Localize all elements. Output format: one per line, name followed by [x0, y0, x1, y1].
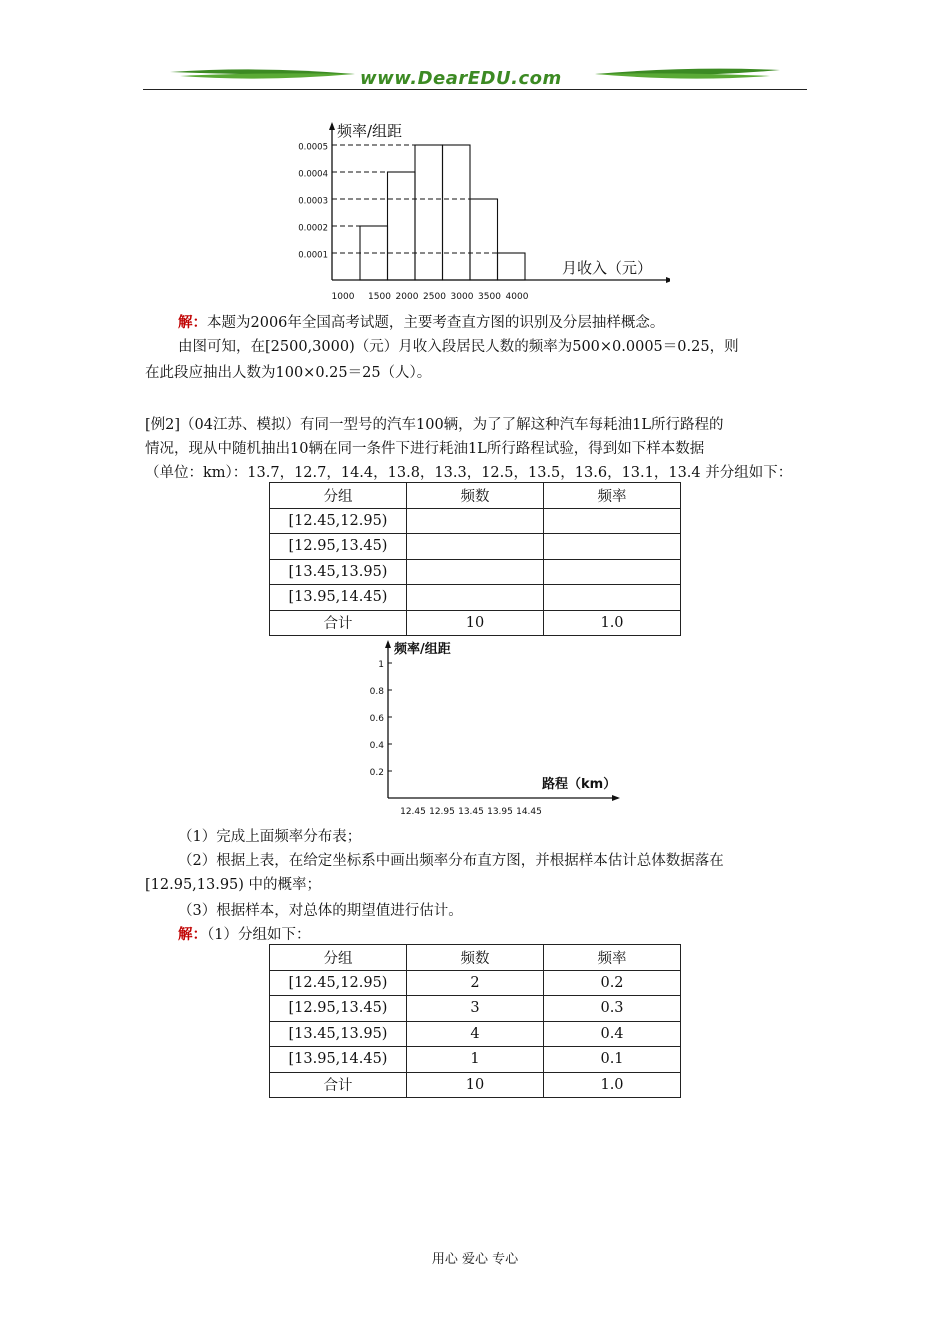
- table-header-row: [270, 483, 681, 509]
- x-tick-label: 4000: [505, 292, 529, 302]
- x-tick-label: 12.45: [400, 807, 426, 817]
- x-tick-label: 13.95: [487, 807, 513, 817]
- table-cell: [13.45,13.95): [270, 559, 407, 585]
- x-tick-label: 1000: [331, 292, 355, 302]
- distance-axes: [360, 636, 630, 820]
- table-row: [270, 508, 681, 534]
- table-cell: 10: [407, 610, 544, 636]
- table-row: [270, 1021, 681, 1047]
- question-2b: [12.95,13.95) 中的概率；: [145, 877, 322, 893]
- site-logo[interactable]: www.DearEDU.com: [360, 68, 562, 89]
- header-rule: [143, 89, 807, 90]
- table-cell: 2: [407, 970, 544, 996]
- solution2-label: 解：: [178, 926, 207, 943]
- table-cell: 1.0: [544, 1072, 681, 1098]
- y-tick-label: 0.0001: [298, 250, 328, 261]
- y-tick-label: 0.4: [369, 741, 384, 751]
- solution1-line2: 由图可知，在[2500,3000)（元）月收入段居民人数的频率为500×0.0005＝0.25，则: [178, 339, 739, 355]
- question-3: （3）根据样本，对总体的期望值进行估计。: [178, 903, 463, 919]
- table-cell: 1: [407, 1047, 544, 1073]
- header-cell: 分组: [270, 945, 407, 971]
- y-tick-label: 0.0005: [298, 142, 328, 153]
- x-tick-label: 12.95: [429, 807, 455, 817]
- example2-line3: （单位：km）：13.7，12.7，14.4，13.8，13.3，12.5，13.5，13.6，13.1，13.4 并分组如下：: [145, 465, 793, 481]
- x-tick-label: 2000: [395, 292, 419, 302]
- table-row-total: [270, 610, 681, 636]
- header-cell: 频数: [407, 945, 544, 971]
- table-row: [270, 970, 681, 996]
- table-cell: [13.45,13.95): [270, 1021, 407, 1047]
- page-footer: 用心 爱心 专心: [431, 1252, 519, 1267]
- x-axis-label: 路程（km）: [542, 777, 617, 792]
- solution1-label: 解：: [178, 314, 207, 331]
- table-cell: 0.4: [544, 1021, 681, 1047]
- table-row: [270, 585, 681, 611]
- table-row: [270, 996, 681, 1022]
- table-cell: [12.95,13.45): [270, 534, 407, 560]
- table-cell: 0.2: [544, 970, 681, 996]
- table-row: [270, 534, 681, 560]
- x-axis-arrow: [612, 795, 620, 801]
- table-cell: [407, 585, 544, 611]
- histogram-bar: [498, 253, 526, 280]
- table-cell: [12.45,12.95): [270, 970, 407, 996]
- table-cell: 1.0: [544, 610, 681, 636]
- table-cell: [13.95,14.45): [270, 1047, 407, 1073]
- x-tick-label: 3000: [450, 292, 474, 302]
- y-tick-label: 0.8: [369, 687, 384, 697]
- table-cell: [12.95,13.45): [270, 996, 407, 1022]
- solution1-line3: 在此段应抽出人数为100×0.25＝25（人）。: [145, 365, 432, 381]
- table-cell: 3: [407, 996, 544, 1022]
- histogram-bar: [443, 145, 471, 280]
- y-axis-arrow: [385, 640, 391, 648]
- y-tick-label: 0.0003: [298, 196, 328, 207]
- y-axis-arrow: [329, 122, 335, 130]
- table-cell: 4: [407, 1021, 544, 1047]
- table-cell: [544, 508, 681, 534]
- x-tick-label: 1500: [368, 292, 391, 302]
- y-axis-label: 频率/组距: [394, 642, 451, 657]
- table-cell: [407, 508, 544, 534]
- table-cell: 合计: [270, 1072, 407, 1098]
- header-cell: 频率: [544, 945, 681, 971]
- table-cell: [407, 559, 544, 585]
- histogram-bar: [415, 145, 443, 280]
- table-cell: [13.95,14.45): [270, 585, 407, 611]
- table-cell: [544, 585, 681, 611]
- histogram-bar: [470, 199, 498, 280]
- table-cell: 合计: [270, 610, 407, 636]
- table-row: [270, 1047, 681, 1073]
- x-tick-label: 13.45: [458, 807, 484, 817]
- y-tick-label: 0.2: [369, 768, 384, 778]
- frequency-table-filled: [269, 944, 681, 1098]
- table-cell: [544, 534, 681, 560]
- table-cell: [407, 534, 544, 560]
- x-axis-label: 月收入（元）: [562, 259, 653, 277]
- x-axis-arrow: [666, 277, 670, 283]
- y-tick-label: 0.6: [369, 714, 384, 724]
- header-cell: 频率: [544, 483, 681, 509]
- y-axis-label: 频率/组距: [337, 122, 403, 140]
- table-row-total: [270, 1072, 681, 1098]
- header-cell: 频数: [407, 483, 544, 509]
- y-tick-label: 0.0002: [298, 223, 328, 234]
- table-header-row: [270, 945, 681, 971]
- table-cell: [544, 559, 681, 585]
- income-histogram: [290, 116, 670, 306]
- example2-line2: 情况，现从中随机抽出10辆在同一条件下进行耗油1L所行路程试验，得到如下样本数据: [145, 441, 705, 457]
- question-2a: （2）根据上表，在给定坐标系中画出频率分布直方图，并根据样本估计总体数据落在: [178, 853, 724, 869]
- table-cell: 0.3: [544, 996, 681, 1022]
- solution1-line1: 解：本题为2006年全国高考试题，主要考查直方图的识别及分层抽样概念。: [178, 314, 665, 331]
- solution2-line: 解：（1）分组如下：: [178, 926, 311, 943]
- table-cell: 10: [407, 1072, 544, 1098]
- frequency-table-empty: [269, 482, 681, 636]
- x-tick-label: 14.45: [516, 807, 542, 817]
- x-tick-label: 3500: [478, 292, 501, 302]
- histogram-bar: [388, 172, 416, 280]
- table-cell: [12.45,12.95): [270, 508, 407, 534]
- table-cell: 0.1: [544, 1047, 681, 1073]
- header-cell: 分组: [270, 483, 407, 509]
- y-tick-label: 0.0004: [298, 169, 328, 180]
- table-row: [270, 559, 681, 585]
- x-tick-label: 2500: [423, 292, 446, 302]
- example2-line1: [例2]（04江苏、模拟）有同一型号的汽车100辆，为了了解这种汽车每耗油1L所行路程的: [145, 417, 724, 433]
- y-tick-label: 1: [378, 660, 384, 670]
- question-1: （1）完成上面频率分布表；: [178, 829, 362, 845]
